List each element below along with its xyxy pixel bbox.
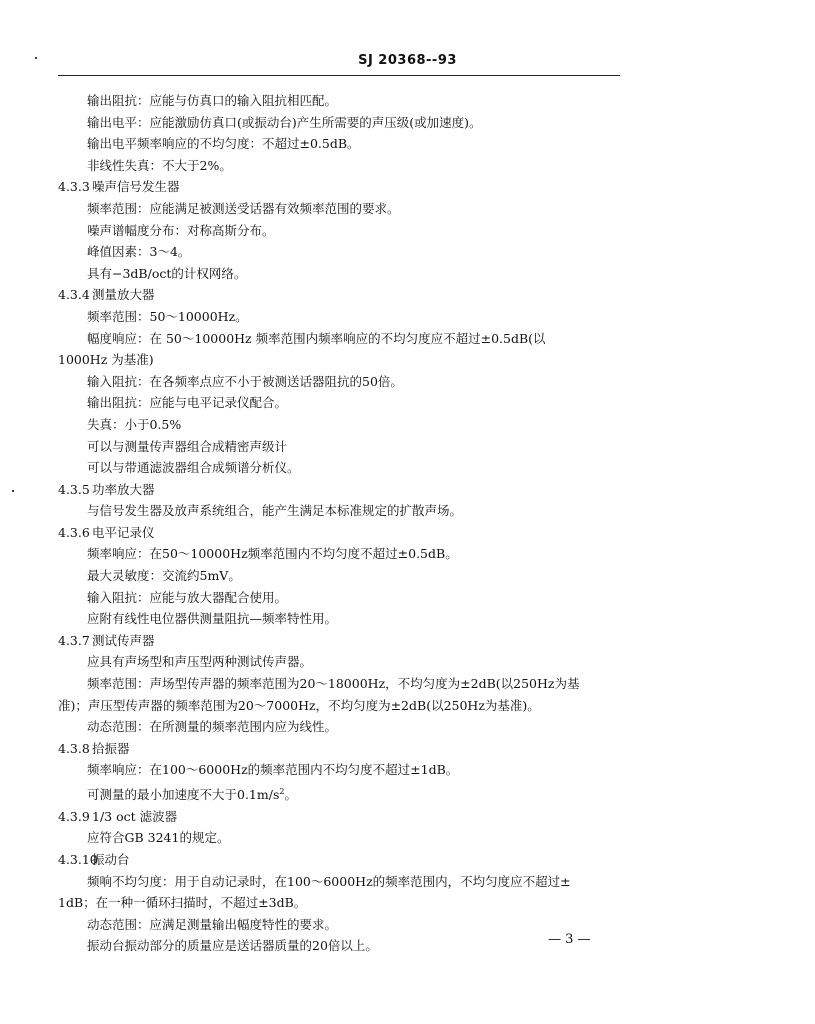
section-number: 4.3.7 — [58, 632, 90, 648]
section-number: 4.3.8 — [58, 740, 90, 756]
paragraph-continuation: 1000Hz 为基准) — [58, 352, 154, 368]
paragraph: 可以与测量传声器组合成精密声级计 — [87, 438, 288, 454]
paragraph: 输出阻抗：应能与电平记录仪配合。 — [87, 395, 288, 411]
section-title: 噪声信号发生器 — [92, 179, 180, 195]
section-title: 振动台 — [92, 851, 130, 867]
section-heading — [58, 738, 630, 760]
header-rule — [58, 75, 620, 76]
section-heading — [58, 176, 630, 198]
paragraph — [58, 781, 630, 806]
paragraph: 输入阻抗：应能与放大器配合使用。 — [87, 589, 288, 605]
document-body — [58, 90, 630, 957]
paragraph: 非线性失真：不大于2%。 — [87, 157, 232, 173]
paragraph: 动态范围：在所测量的频率范围内应为线性。 — [87, 719, 338, 735]
section-heading — [58, 479, 630, 501]
paragraph: 应具有声场型和声压型两种测试传声器。 — [87, 654, 313, 670]
paragraph-continuation: 准)；声压型传声器的频率范围为20～7000Hz，不均匀度为±2dB(以250Hz为基准)。 — [58, 697, 540, 713]
paragraph: 频响不均匀度：用于自动记录时，在100～6000Hz的频率范围内，不均匀度应不超过± — [87, 873, 571, 889]
section-heading — [58, 806, 630, 828]
section-heading — [58, 630, 630, 652]
section-title: 拾振器 — [92, 740, 130, 756]
paragraph: 动态范围：应满足测量输出幅度特性的要求。 — [87, 916, 338, 932]
paragraph: 应附有线性电位器供测量阻抗—频率特性用。 — [87, 611, 338, 627]
sentence-end: 。 — [284, 787, 297, 803]
paragraph: 频率范围：50～10000Hz。 — [87, 308, 248, 324]
paragraph: 输出电平：应能激励仿真口(或振动台)产生所需要的声压级(或加速度)。 — [87, 114, 482, 130]
paragraph: 与信号发生器及放声系统组合，能产生满足本标准规定的扩散声场。 — [87, 503, 463, 519]
section-number: 4.3.6 — [58, 524, 90, 540]
section-title: 电平记录仪 — [92, 524, 155, 540]
paragraph: 噪声谱幅度分布：对称高斯分布。 — [87, 222, 275, 238]
acceleration-text: 可测量的最小加速度不大于0.1m/s — [87, 787, 280, 803]
section-title: 功率放大器 — [92, 481, 155, 497]
paragraph: 输出阻抗：应能与仿真口的输入阻抗相匹配。 — [87, 93, 338, 108]
section-heading — [58, 522, 630, 544]
section-title: 测量放大器 — [92, 287, 155, 303]
paragraph: 频率响应：在50～10000Hz频率范围内不均匀度不超过±0.5dB。 — [87, 546, 458, 562]
paragraph-continuation: 1dB；在一种一循环扫描时，不超过±3dB。 — [58, 895, 307, 911]
paragraph: 频率范围：应能满足被测送受话器有效频率范围的要求。 — [87, 200, 400, 216]
section-title: 1/3 oct 滤波器 — [92, 808, 178, 824]
paragraph: 可以与带通滤波器组合成频谱分析仪。 — [87, 460, 300, 476]
paragraph: 最大灵敏度：交流约5mV。 — [87, 568, 241, 584]
paragraph: 具有−3dB/oct的计权网络。 — [87, 265, 247, 281]
paragraph: 输出电平频率响应的不均匀度：不超过±0.5dB。 — [87, 136, 360, 152]
paragraph: 输入阻抗：在各频率点应不小于被测送话器阻抗的50倍。 — [87, 373, 403, 389]
paragraph: 频率响应：在100～6000Hz的频率范围内不均匀度不超过±1dB。 — [87, 762, 459, 778]
document-code-header: SJ 20368--93 — [358, 53, 457, 68]
section-number: 4.3.5 — [58, 481, 90, 497]
scan-speck — [35, 57, 37, 59]
section-number: 4.3.10 — [58, 851, 98, 867]
section-number: 4.3.4 — [58, 287, 90, 303]
section-number: 4.3.9 — [58, 808, 90, 824]
section-title: 测试传声器 — [92, 632, 155, 648]
page-number: — 3 — — [548, 932, 591, 947]
section-heading — [58, 284, 630, 306]
paragraph: 失真：小于0.5% — [87, 416, 182, 432]
paragraph: 振动台振动部分的质量应是送话器质量的20倍以上。 — [87, 938, 378, 954]
paragraph: 频率范围：声场型传声器的频率范围为20～18000Hz，不均匀度为±2dB(以250Hz为基 — [87, 676, 580, 692]
paragraph: 幅度响应：在 50～10000Hz 频率范围内频率响应的不均匀度应不超过±0.5dB(以 — [87, 330, 546, 346]
scan-speck — [12, 490, 14, 492]
section-heading — [58, 849, 630, 871]
section-number: 4.3.3 — [58, 179, 90, 195]
superscript: 2 — [279, 787, 285, 796]
paragraph: 峰值因素：3～4。 — [87, 244, 191, 260]
paragraph: 应符合GB 3241的规定。 — [87, 830, 230, 846]
